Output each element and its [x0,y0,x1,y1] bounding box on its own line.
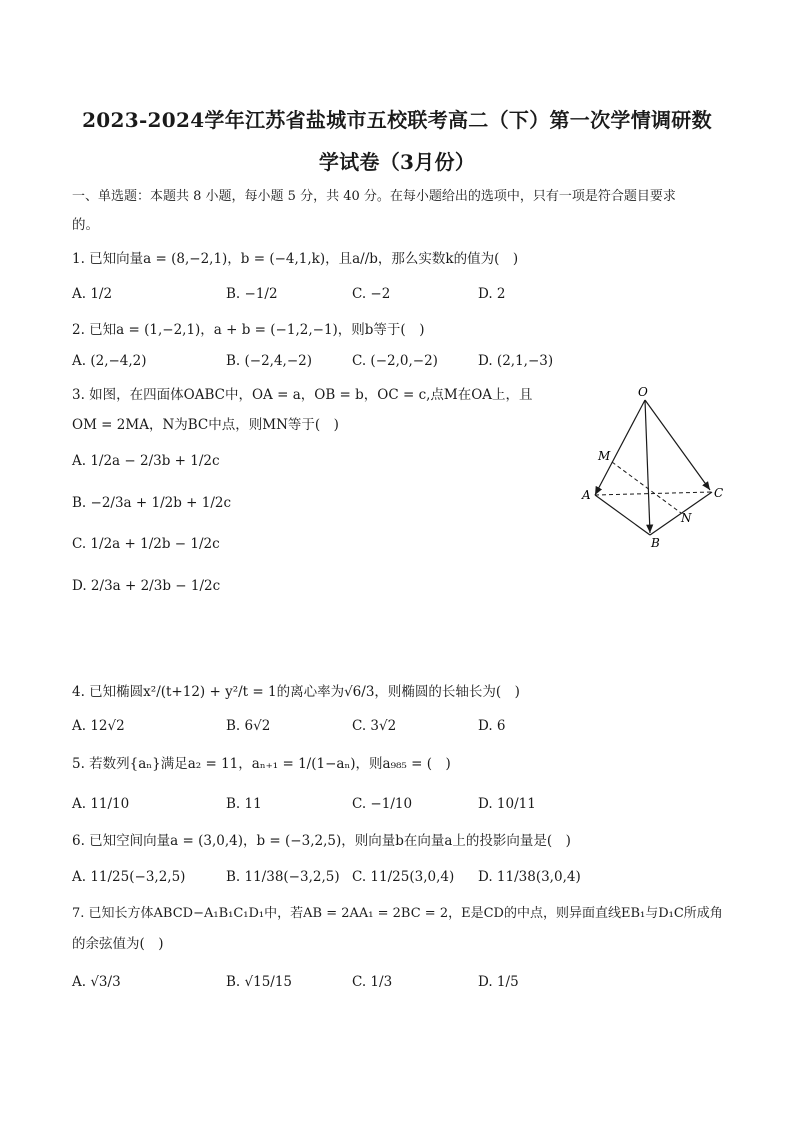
question-7-option-c: C. 1/3 [352,974,393,990]
edge-oc [645,400,710,490]
label-n: N [681,511,692,525]
section-intro-line2: 的。 [72,217,99,233]
exam-title-line2: 学试卷（3月份） [318,150,476,174]
question-6-option-a: A. 11/25(−3,2,5) [72,869,186,885]
label-a: A [582,488,591,502]
question-2-option-b: B. (−2,4,−2) [226,353,313,369]
question-7-option-a: A. √3/3 [72,974,121,990]
question-7-option-b: B. √15/15 [226,974,293,990]
question-3-option-a: A. 1/2a − 2/3b + 1/2c [72,453,220,469]
label-o: O [638,385,648,399]
edge-ob [645,400,650,533]
question-5-option-c: C. −1/10 [352,796,413,812]
question-5-stem: 5. 若数列{aₙ}满足a₂ = 11，aₙ₊₁ = 1/(1−aₙ)，则a₉₈₅ = ( ) [72,756,451,772]
question-5-option-b: B. 11 [226,796,262,812]
question-4-option-d: D. 6 [478,718,506,734]
edge-ab [595,495,650,535]
question-6-stem: 6. 已知空间向量a = (3,0,4)，b = (−3,2,5)，则向量b在向量a上的投影向量是( ) [72,833,571,849]
exam-title-line1: 2023-2024学年江苏省盐城市五校联考高二（下）第一次学情调研数 [82,108,712,132]
question-5-option-d: D. 10/11 [478,796,536,812]
question-2-option-c: C. (−2,0,−2) [352,353,438,369]
question-4-option-a: A. 12√2 [72,718,125,734]
question-4-option-b: B. 6√2 [226,718,271,734]
question-6-option-d: D. 11/38(3,0,4) [478,869,581,885]
question-7-stem-line2: 的余弦值为( ) [72,936,164,952]
question-1-option-b: B. −1/2 [226,286,278,302]
label-m: M [598,449,611,463]
question-2-option-a: A. (2,−4,2) [72,353,147,369]
question-1-option-c: C. −2 [352,286,391,302]
question-7-stem-line1: 7. 已知长方体ABCD−A₁B₁C₁D₁中，若AB = 2AA₁ = 2BC = 2，E是CD的中点，则异面直线EB₁与D₁C所成角 [72,906,723,921]
label-b: B [651,536,660,550]
question-6-option-c: C. 11/25(3,0,4) [352,869,455,885]
question-1-stem: 1. 已知向量a = (8,−2,1)，b = (−4,1,k)，且a//b，那么实数k的值为( ) [72,251,519,267]
question-4-stem: 4. 已知椭圆x²/(t+12) + y²/t = 1的离心率为√6/3，则椭圆的长轴长为( ) [72,684,520,700]
question-7-option-d: D. 1/5 [478,974,519,990]
question-4-option-c: C. 3√2 [352,718,397,734]
segment-mn [612,462,681,513]
question-3-stem-line2: OM = 2MA，N为BC中点，则MN等于( ) [72,417,339,433]
section-intro-line1: 一、单选题：本题共 8 小题，每小题 5 分，共 40 分。在每小题给出的选项中，只有一项是符合题目要求 [72,189,676,204]
question-1-option-d: D. 2 [478,286,506,302]
tetrahedron-figure [575,380,735,550]
label-c: C [714,486,724,500]
question-1-option-a: A. 1/2 [72,286,113,302]
question-5-option-a: A. 11/10 [72,796,130,812]
question-3-option-b: B. −2/3a + 1/2b + 1/2c [72,495,232,511]
question-2-option-d: D. (2,1,−3) [478,353,554,369]
question-3-stem-line1: 3. 如图，在四面体OABC中，OA = a，OB = b，OC = c,点M在OA上，且 [72,387,533,403]
question-2-stem: 2. 已知a = (1,−2,1)，a + b = (−1,2,−1)，则b等于( ) [72,322,425,338]
question-3-option-d: D. 2/3a + 2/3b − 1/2c [72,578,221,594]
question-3-option-c: C. 1/2a + 1/2b − 1/2c [72,536,220,552]
question-6-option-b: B. 11/38(−3,2,5) [226,869,340,885]
